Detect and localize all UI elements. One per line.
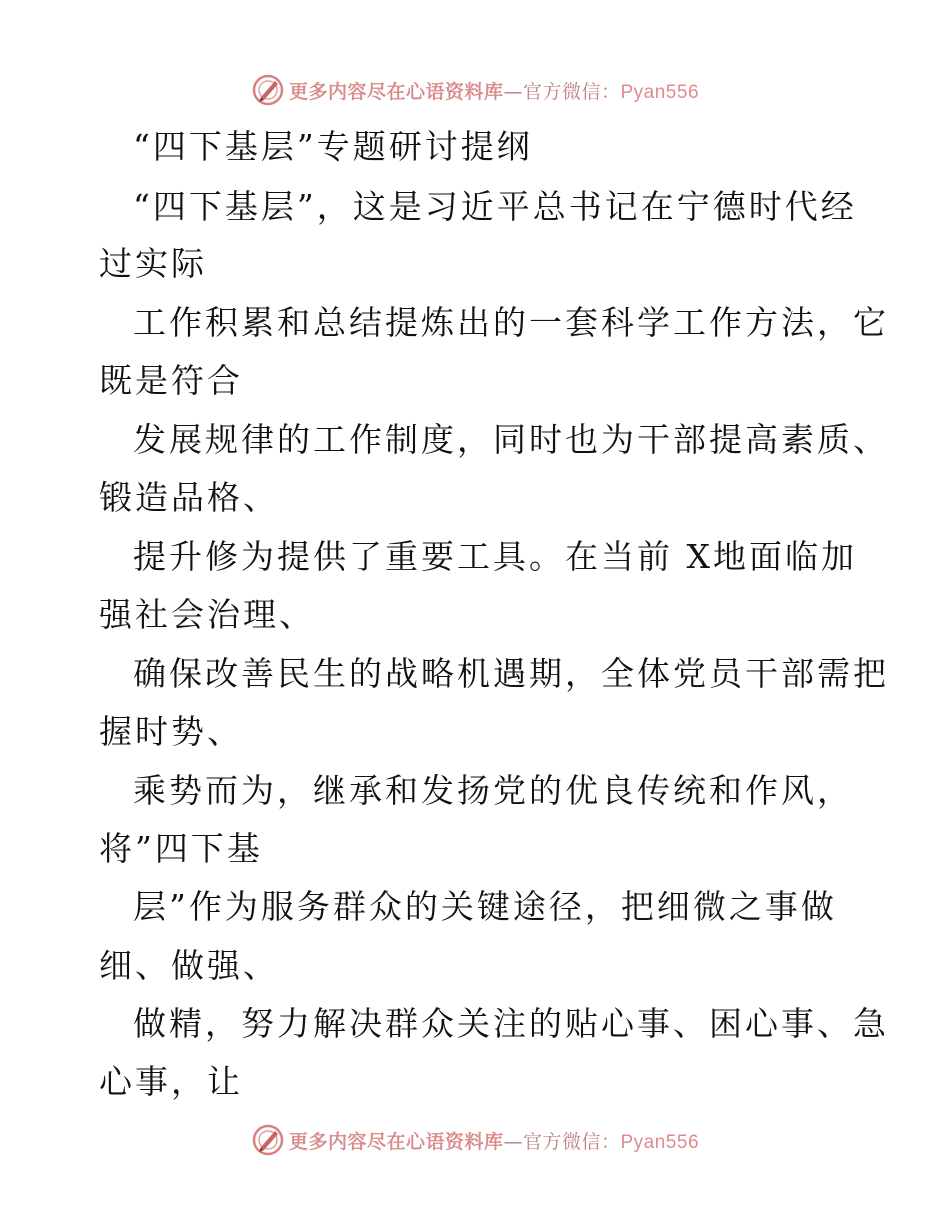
text-line: 握时势、	[99, 712, 243, 751]
pen-circle-logo-icon	[251, 73, 285, 107]
watermark-dash: —	[503, 1130, 523, 1153]
text-line: 将”四下基	[99, 829, 263, 868]
text-line: 发展规律的工作制度，同时也为干部提高素质、	[133, 420, 889, 459]
text-line: 锻造品格、	[99, 478, 279, 517]
text-line: 心事，让	[99, 1062, 243, 1101]
text-line: 提升修为提供了重要工具。在当前 X地面临加	[133, 537, 857, 576]
text-line: 乘势而为，继承和发扬党的优良传统和作风，	[133, 771, 853, 810]
text-line: “四下基层”，这是习近平总书记在宁德时代经	[133, 187, 857, 226]
footer-watermark	[0, 1120, 950, 1160]
watermark-dash: —	[503, 80, 523, 103]
watermark-id: Pyan556	[620, 1131, 700, 1153]
text-line: 细、做强、	[99, 946, 279, 985]
watermark-main-text: 更多内容尽在心语资料库	[288, 1130, 504, 1153]
text-line: 确保改善民生的战略机遇期，全体党员干部需把	[133, 654, 889, 693]
text-line: 层”作为服务群众的关键途径，把细微之事做	[133, 887, 837, 926]
text-line: 过实际	[99, 244, 207, 283]
watermark-label: 官方微信：	[522, 1130, 621, 1153]
text-line: 做精，努力解决群众关注的贴心事、困心事、急	[133, 1004, 889, 1043]
header-watermark	[0, 70, 950, 110]
text-line: 强社会治理、	[99, 595, 315, 634]
watermark-main-text: 更多内容尽在心语资料库	[288, 80, 504, 103]
watermark-label: 官方微信：	[522, 80, 621, 103]
text-line: 既是符合	[99, 361, 243, 400]
text-line: 工作积累和总结提炼出的一套科学工作方法，它	[133, 303, 889, 342]
pen-circle-logo-icon	[251, 1123, 285, 1157]
document-title: “四下基层”专题研讨提纲	[133, 127, 533, 166]
watermark-id: Pyan556	[620, 81, 700, 103]
